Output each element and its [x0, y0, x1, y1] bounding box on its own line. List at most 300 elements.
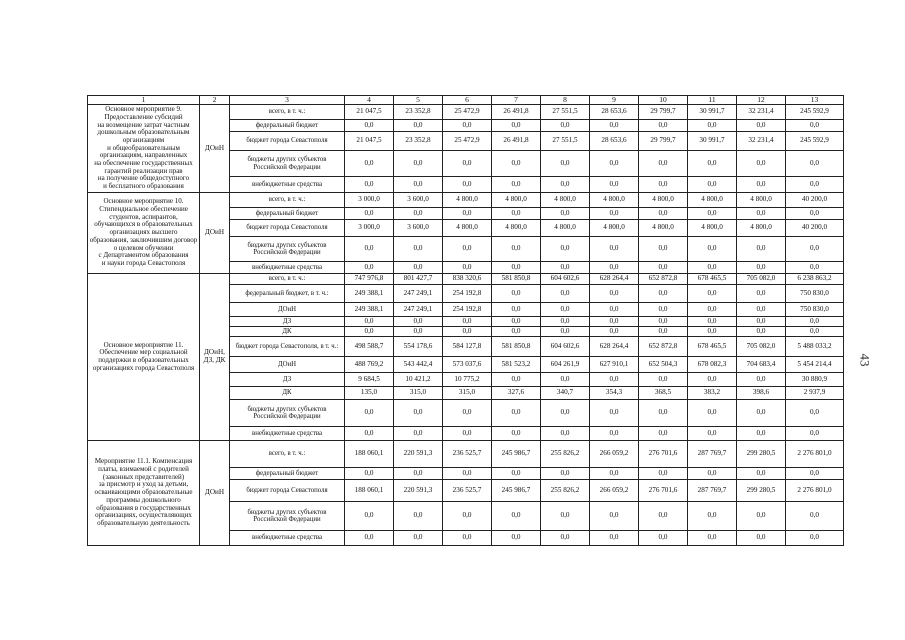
amount-cell: 0,0 [345, 120, 394, 132]
amount-cell: 0,0 [345, 531, 394, 546]
funding-source-cell: всего, в т. ч.: [230, 105, 345, 120]
amount-cell: 0,0 [394, 120, 443, 132]
amount-cell: 327,6 [492, 387, 541, 400]
funding-source-cell: бюджеты других субъектов Российской Федерации [230, 400, 345, 427]
amount-cell: 0,0 [590, 531, 639, 546]
amount-cell: 9 684,5 [345, 373, 394, 387]
amount-cell: 10 775,2 [443, 373, 492, 387]
amount-cell: 0,0 [541, 237, 590, 262]
amount-cell: 0,0 [737, 237, 786, 262]
amount-cell: 0,0 [639, 427, 688, 441]
amount-cell: 0,0 [639, 502, 688, 531]
amount-cell: 0,0 [688, 400, 737, 427]
amount-cell: 249 388,1 [345, 303, 394, 317]
amount-cell: 3 000,0 [345, 220, 394, 237]
amount-cell: 245 592,9 [786, 132, 844, 151]
amount-cell: 254 192,8 [443, 285, 492, 303]
amount-cell: 4 800,0 [737, 220, 786, 237]
amount-cell: 4 800,0 [737, 193, 786, 208]
amount-cell: 220 591,3 [394, 441, 443, 468]
amount-cell: 26 491,8 [492, 132, 541, 151]
funding-source-cell: бюджеты других субъектов Российской Федерации [230, 151, 345, 177]
amount-cell: 0,0 [786, 208, 844, 220]
amount-cell: 581 850,8 [492, 274, 541, 285]
amount-cell: 0,0 [737, 502, 786, 531]
amount-cell: 25 472,9 [443, 132, 492, 151]
column-number-cell: 6 [443, 96, 492, 105]
amount-cell: 0,0 [639, 151, 688, 177]
amount-cell: 0,0 [492, 531, 541, 546]
amount-cell: 0,0 [394, 208, 443, 220]
amount-cell: 2 937,9 [786, 387, 844, 400]
amount-cell: 0,0 [786, 468, 844, 480]
amount-cell: 30 880,9 [786, 373, 844, 387]
funding-source-cell: всего, в т. ч.: [230, 274, 345, 285]
amount-cell: 678 465,5 [688, 274, 737, 285]
amount-cell: 287 769,7 [688, 480, 737, 502]
funding-source-cell: ДК [230, 387, 345, 400]
amount-cell: 0,0 [541, 285, 590, 303]
amount-cell: 5 454 214,4 [786, 357, 844, 373]
amount-cell: 398,6 [737, 387, 786, 400]
amount-cell: 705 082,0 [737, 337, 786, 357]
funding-source-cell: внебюджетные средства [230, 262, 345, 274]
amount-cell: 0,0 [394, 177, 443, 193]
amount-cell: 0,0 [492, 468, 541, 480]
table-row [88, 441, 844, 468]
amount-cell: 0,0 [737, 285, 786, 303]
amount-cell: 4 800,0 [639, 193, 688, 208]
amount-cell: 29 799,7 [639, 105, 688, 120]
amount-cell: 0,0 [492, 262, 541, 274]
executor-cell: ДОиН [200, 105, 230, 193]
amount-cell: 0,0 [541, 502, 590, 531]
amount-cell: 0,0 [443, 327, 492, 337]
funding-source-cell: ДОиН [230, 303, 345, 317]
amount-cell: 0,0 [443, 262, 492, 274]
amount-cell: 0,0 [688, 177, 737, 193]
amount-cell: 4 800,0 [688, 193, 737, 208]
amount-cell: 276 701,6 [639, 480, 688, 502]
amount-cell: 25 472,9 [443, 105, 492, 120]
funding-source-cell: всего, в т. ч.: [230, 441, 345, 468]
amount-cell: 287 769,7 [688, 441, 737, 468]
amount-cell: 0,0 [639, 327, 688, 337]
amount-cell: 704 683,4 [737, 357, 786, 373]
amount-cell: 220 591,3 [394, 480, 443, 502]
amount-cell: 0,0 [394, 317, 443, 327]
amount-cell: 0,0 [590, 208, 639, 220]
amount-cell: 0,0 [590, 303, 639, 317]
amount-cell: 40 200,0 [786, 193, 844, 208]
amount-cell: 315,0 [443, 387, 492, 400]
funding-source-cell: внебюджетные средства [230, 427, 345, 441]
amount-cell: 32 231,4 [737, 105, 786, 120]
amount-cell: 678 082,3 [688, 357, 737, 373]
amount-cell: 0,0 [737, 327, 786, 337]
amount-cell: 0,0 [345, 327, 394, 337]
amount-cell: 0,0 [590, 285, 639, 303]
amount-cell: 0,0 [443, 208, 492, 220]
amount-cell: 0,0 [786, 177, 844, 193]
amount-cell: 383,2 [688, 387, 737, 400]
amount-cell: 245 986,7 [492, 480, 541, 502]
amount-cell: 23 352,8 [394, 105, 443, 120]
amount-cell: 340,7 [541, 387, 590, 400]
amount-cell: 40 200,0 [786, 220, 844, 237]
amount-cell: 0,0 [639, 208, 688, 220]
column-number-cell: 11 [688, 96, 737, 105]
amount-cell: 750 830,0 [786, 303, 844, 317]
amount-cell: 0,0 [443, 468, 492, 480]
amount-cell: 135,0 [345, 387, 394, 400]
amount-cell: 628 264,4 [590, 337, 639, 357]
amount-cell: 266 059,2 [590, 480, 639, 502]
amount-cell: 0,0 [345, 262, 394, 274]
amount-cell: 0,0 [737, 317, 786, 327]
amount-cell: 0,0 [443, 531, 492, 546]
amount-cell: 30 991,7 [688, 105, 737, 120]
amount-cell: 0,0 [737, 262, 786, 274]
amount-cell: 0,0 [345, 400, 394, 427]
activity-name-cell: Мероприятие 11.1. Компенсация платы, взимаемой с родителей (законных представителей) за присмотр и уход за детьми, осваивающими образовательные программы дошкольного образования в государственных организациях, осуществляющих образовательную деятельность [88, 441, 200, 546]
funding-source-cell: бюджет города Севастополя [230, 132, 345, 151]
amount-cell: 0,0 [786, 400, 844, 427]
amount-cell: 4 800,0 [443, 220, 492, 237]
amount-cell: 0,0 [345, 177, 394, 193]
amount-cell: 0,0 [443, 317, 492, 327]
column-number-cell: 7 [492, 96, 541, 105]
funding-source-cell: ДЗ [230, 317, 345, 327]
amount-cell: 0,0 [688, 531, 737, 546]
amount-cell: 266 059,2 [590, 441, 639, 468]
amount-cell: 0,0 [394, 151, 443, 177]
amount-cell: 0,0 [639, 177, 688, 193]
amount-cell: 299 280,5 [737, 480, 786, 502]
amount-cell: 0,0 [590, 427, 639, 441]
amount-cell: 0,0 [639, 468, 688, 480]
amount-cell: 604 602,6 [541, 274, 590, 285]
amount-cell: 0,0 [688, 237, 737, 262]
amount-cell: 0,0 [345, 208, 394, 220]
amount-cell: 652 872,8 [639, 337, 688, 357]
amount-cell: 0,0 [345, 468, 394, 480]
amount-cell: 0,0 [541, 262, 590, 274]
funding-table [87, 95, 844, 546]
amount-cell: 0,0 [786, 502, 844, 531]
column-number-cell: 2 [200, 96, 230, 105]
amount-cell: 0,0 [688, 468, 737, 480]
amount-cell: 0,0 [541, 468, 590, 480]
amount-cell: 0,0 [541, 208, 590, 220]
amount-cell: 0,0 [639, 120, 688, 132]
table-body [88, 96, 844, 546]
amount-cell: 315,0 [394, 387, 443, 400]
amount-cell: 0,0 [786, 531, 844, 546]
amount-cell: 0,0 [737, 177, 786, 193]
amount-cell: 0,0 [737, 373, 786, 387]
amount-cell: 245 986,7 [492, 441, 541, 468]
amount-cell: 0,0 [443, 177, 492, 193]
amount-cell: 0,0 [590, 151, 639, 177]
amount-cell: 247 249,1 [394, 285, 443, 303]
amount-cell: 236 525,7 [443, 441, 492, 468]
amount-cell: 0,0 [639, 400, 688, 427]
amount-cell: 354,3 [590, 387, 639, 400]
amount-cell: 554 178,6 [394, 337, 443, 357]
amount-cell: 0,0 [492, 237, 541, 262]
amount-cell: 0,0 [492, 427, 541, 441]
funding-source-cell: ДК [230, 327, 345, 337]
amount-cell: 0,0 [492, 400, 541, 427]
amount-cell: 0,0 [590, 120, 639, 132]
column-number-cell: 12 [737, 96, 786, 105]
amount-cell: 581 523,2 [492, 357, 541, 373]
amount-cell: 678 465,5 [688, 337, 737, 357]
amount-cell: 0,0 [541, 373, 590, 387]
funding-source-cell: бюджеты других субъектов Российской Федерации [230, 237, 345, 262]
amount-cell: 0,0 [737, 400, 786, 427]
amount-cell: 0,0 [737, 427, 786, 441]
amount-cell: 0,0 [786, 237, 844, 262]
funding-source-cell: бюджет города Севастополя [230, 220, 345, 237]
amount-cell: 0,0 [639, 303, 688, 317]
amount-cell: 21 047,5 [345, 105, 394, 120]
amount-cell: 0,0 [639, 531, 688, 546]
amount-cell: 0,0 [639, 317, 688, 327]
amount-cell: 0,0 [688, 262, 737, 274]
amount-cell: 0,0 [786, 262, 844, 274]
activity-name-cell: Основное мероприятие 11. Обеспечение мер социальной поддержки в образовательных организациях города Севастополя [88, 274, 200, 441]
amount-cell: 299 280,5 [737, 441, 786, 468]
amount-cell: 0,0 [443, 502, 492, 531]
funding-source-cell: ДЗ [230, 373, 345, 387]
funding-source-cell: бюджет города Севастополя [230, 480, 345, 502]
amount-cell: 0,0 [590, 327, 639, 337]
amount-cell: 0,0 [492, 285, 541, 303]
amount-cell: 4 800,0 [541, 220, 590, 237]
amount-cell: 0,0 [639, 285, 688, 303]
amount-cell: 543 442,4 [394, 357, 443, 373]
page-number: 43 [857, 353, 873, 367]
amount-cell: 28 653,6 [590, 105, 639, 120]
amount-cell: 27 551,5 [541, 105, 590, 120]
amount-cell: 0,0 [492, 317, 541, 327]
amount-cell: 0,0 [541, 327, 590, 337]
amount-cell: 750 830,0 [786, 285, 844, 303]
amount-cell: 0,0 [443, 400, 492, 427]
amount-cell: 0,0 [345, 151, 394, 177]
amount-cell: 0,0 [541, 303, 590, 317]
table-row [88, 105, 844, 120]
column-number-cell: 3 [230, 96, 345, 105]
funding-source-cell: федеральный бюджет [230, 208, 345, 220]
amount-cell: 498 588,7 [345, 337, 394, 357]
amount-cell: 0,0 [590, 177, 639, 193]
amount-cell: 255 826,2 [541, 480, 590, 502]
funding-source-cell: бюджеты других субъектов Российской Федерации [230, 502, 345, 531]
amount-cell: 28 653,6 [590, 132, 639, 151]
amount-cell: 0,0 [541, 427, 590, 441]
amount-cell: 0,0 [541, 531, 590, 546]
funding-source-cell: внебюджетные средства [230, 531, 345, 546]
amount-cell: 0,0 [639, 237, 688, 262]
amount-cell: 0,0 [394, 327, 443, 337]
amount-cell: 0,0 [443, 120, 492, 132]
amount-cell: 0,0 [688, 208, 737, 220]
amount-cell: 0,0 [541, 151, 590, 177]
funding-source-cell: бюджет города Севастополя, в т. ч.: [230, 337, 345, 357]
amount-cell: 188 060,1 [345, 480, 394, 502]
amount-cell: 0,0 [688, 327, 737, 337]
amount-cell: 0,0 [786, 327, 844, 337]
funding-source-cell: федеральный бюджет, в т. ч.: [230, 285, 345, 303]
amount-cell: 0,0 [345, 237, 394, 262]
amount-cell: 0,0 [443, 237, 492, 262]
table-row [88, 193, 844, 208]
executor-cell: ДОиН [200, 193, 230, 274]
amount-cell: 368,5 [639, 387, 688, 400]
amount-cell: 801 427,7 [394, 274, 443, 285]
amount-cell: 0,0 [492, 208, 541, 220]
amount-cell: 0,0 [492, 120, 541, 132]
amount-cell: 0,0 [688, 373, 737, 387]
amount-cell: 0,0 [541, 400, 590, 427]
amount-cell: 247 249,1 [394, 303, 443, 317]
amount-cell: 4 800,0 [639, 220, 688, 237]
amount-cell: 0,0 [688, 502, 737, 531]
amount-cell: 4 800,0 [590, 220, 639, 237]
amount-cell: 0,0 [492, 151, 541, 177]
amount-cell: 0,0 [394, 262, 443, 274]
amount-cell: 0,0 [492, 327, 541, 337]
amount-cell: 4 800,0 [590, 193, 639, 208]
amount-cell: 254 192,8 [443, 303, 492, 317]
column-number-cell: 1 [88, 96, 200, 105]
amount-cell: 0,0 [786, 151, 844, 177]
amount-cell: 0,0 [786, 317, 844, 327]
amount-cell: 0,0 [737, 303, 786, 317]
amount-cell: 0,0 [394, 237, 443, 262]
amount-cell: 0,0 [639, 373, 688, 387]
amount-cell: 26 491,8 [492, 105, 541, 120]
column-number-cell: 5 [394, 96, 443, 105]
amount-cell: 628 264,4 [590, 274, 639, 285]
amount-cell: 747 976,8 [345, 274, 394, 285]
amount-cell: 0,0 [492, 303, 541, 317]
amount-cell: 32 231,4 [737, 132, 786, 151]
amount-cell: 276 701,6 [639, 441, 688, 468]
amount-cell: 652 872,8 [639, 274, 688, 285]
column-number-cell: 10 [639, 96, 688, 105]
funding-source-cell: внебюджетные средства [230, 177, 345, 193]
amount-cell: 488 769,2 [345, 357, 394, 373]
amount-cell: 0,0 [688, 427, 737, 441]
column-number-cell: 4 [345, 96, 394, 105]
amount-cell: 0,0 [492, 373, 541, 387]
amount-cell: 0,0 [394, 400, 443, 427]
amount-cell: 0,0 [394, 427, 443, 441]
column-number-header-row [88, 96, 844, 105]
amount-cell: 23 352,8 [394, 132, 443, 151]
amount-cell: 10 421,2 [394, 373, 443, 387]
amount-cell: 0,0 [737, 151, 786, 177]
column-number-cell: 13 [786, 96, 844, 105]
amount-cell: 0,0 [590, 373, 639, 387]
amount-cell: 604 602,6 [541, 337, 590, 357]
amount-cell: 0,0 [688, 285, 737, 303]
amount-cell: 249 388,1 [345, 285, 394, 303]
amount-cell: 4 800,0 [688, 220, 737, 237]
amount-cell: 0,0 [688, 317, 737, 327]
amount-cell: 0,0 [394, 502, 443, 531]
amount-cell: 255 826,2 [541, 441, 590, 468]
amount-cell: 0,0 [541, 177, 590, 193]
amount-cell: 0,0 [590, 468, 639, 480]
activity-name-cell: Основное мероприятие 10. Стипендиальное обеспечение студентов, аспирантов, обучающихся в образовательных организациях высшего образования, заключившим договор о целевом обучении с Департаментом образования и науки города Севастополя [88, 193, 200, 274]
amount-cell: 573 037,6 [443, 357, 492, 373]
amount-cell: 0,0 [541, 120, 590, 132]
amount-cell: 627 910,1 [590, 357, 639, 373]
executor-cell: ДОиН [200, 441, 230, 546]
amount-cell: 188 060,1 [345, 441, 394, 468]
amount-cell: 0,0 [590, 237, 639, 262]
amount-cell: 0,0 [541, 317, 590, 327]
amount-cell: 0,0 [737, 468, 786, 480]
amount-cell: 21 047,5 [345, 132, 394, 151]
activity-name-cell: Основное мероприятие 9. Предоставление субсидий на возмещение затрат частным дошкольным образовательным организациям и общеобразовательным организациям, направленных на обеспечение государственных гарантий реализации прав на получение общедоступного и бесплатного образования [88, 105, 200, 193]
amount-cell: 2 276 801,0 [786, 441, 844, 468]
table-row [88, 274, 844, 285]
amount-cell: 0,0 [786, 120, 844, 132]
funding-source-cell: федеральный бюджет [230, 120, 345, 132]
amount-cell: 0,0 [688, 151, 737, 177]
amount-cell: 30 991,7 [688, 132, 737, 151]
amount-cell: 4 800,0 [541, 193, 590, 208]
amount-cell: 0,0 [345, 427, 394, 441]
amount-cell: 0,0 [688, 303, 737, 317]
amount-cell: 0,0 [394, 468, 443, 480]
funding-source-cell: федеральный бюджет [230, 468, 345, 480]
amount-cell: 705 082,0 [737, 274, 786, 285]
amount-cell: 0,0 [786, 427, 844, 441]
amount-cell: 652 504,3 [639, 357, 688, 373]
amount-cell: 4 800,0 [443, 193, 492, 208]
amount-cell: 245 592,9 [786, 105, 844, 120]
amount-cell: 838 320,6 [443, 274, 492, 285]
amount-cell: 3 600,0 [394, 220, 443, 237]
amount-cell: 4 800,0 [492, 220, 541, 237]
amount-cell: 584 127,8 [443, 337, 492, 357]
amount-cell: 0,0 [639, 262, 688, 274]
amount-cell: 0,0 [737, 208, 786, 220]
amount-cell: 0,0 [345, 502, 394, 531]
amount-cell: 3 000,0 [345, 193, 394, 208]
amount-cell: 0,0 [492, 502, 541, 531]
amount-cell: 3 600,0 [394, 193, 443, 208]
amount-cell: 0,0 [590, 502, 639, 531]
amount-cell: 29 799,7 [639, 132, 688, 151]
executor-cell: ДОиН, ДЗ, ДК [200, 274, 230, 441]
amount-cell: 236 525,7 [443, 480, 492, 502]
amount-cell: 27 551,5 [541, 132, 590, 151]
column-number-cell: 8 [541, 96, 590, 105]
amount-cell: 5 488 033,2 [786, 337, 844, 357]
amount-cell: 0,0 [443, 151, 492, 177]
amount-cell: 0,0 [737, 120, 786, 132]
amount-cell: 4 800,0 [492, 193, 541, 208]
amount-cell: 581 850,8 [492, 337, 541, 357]
